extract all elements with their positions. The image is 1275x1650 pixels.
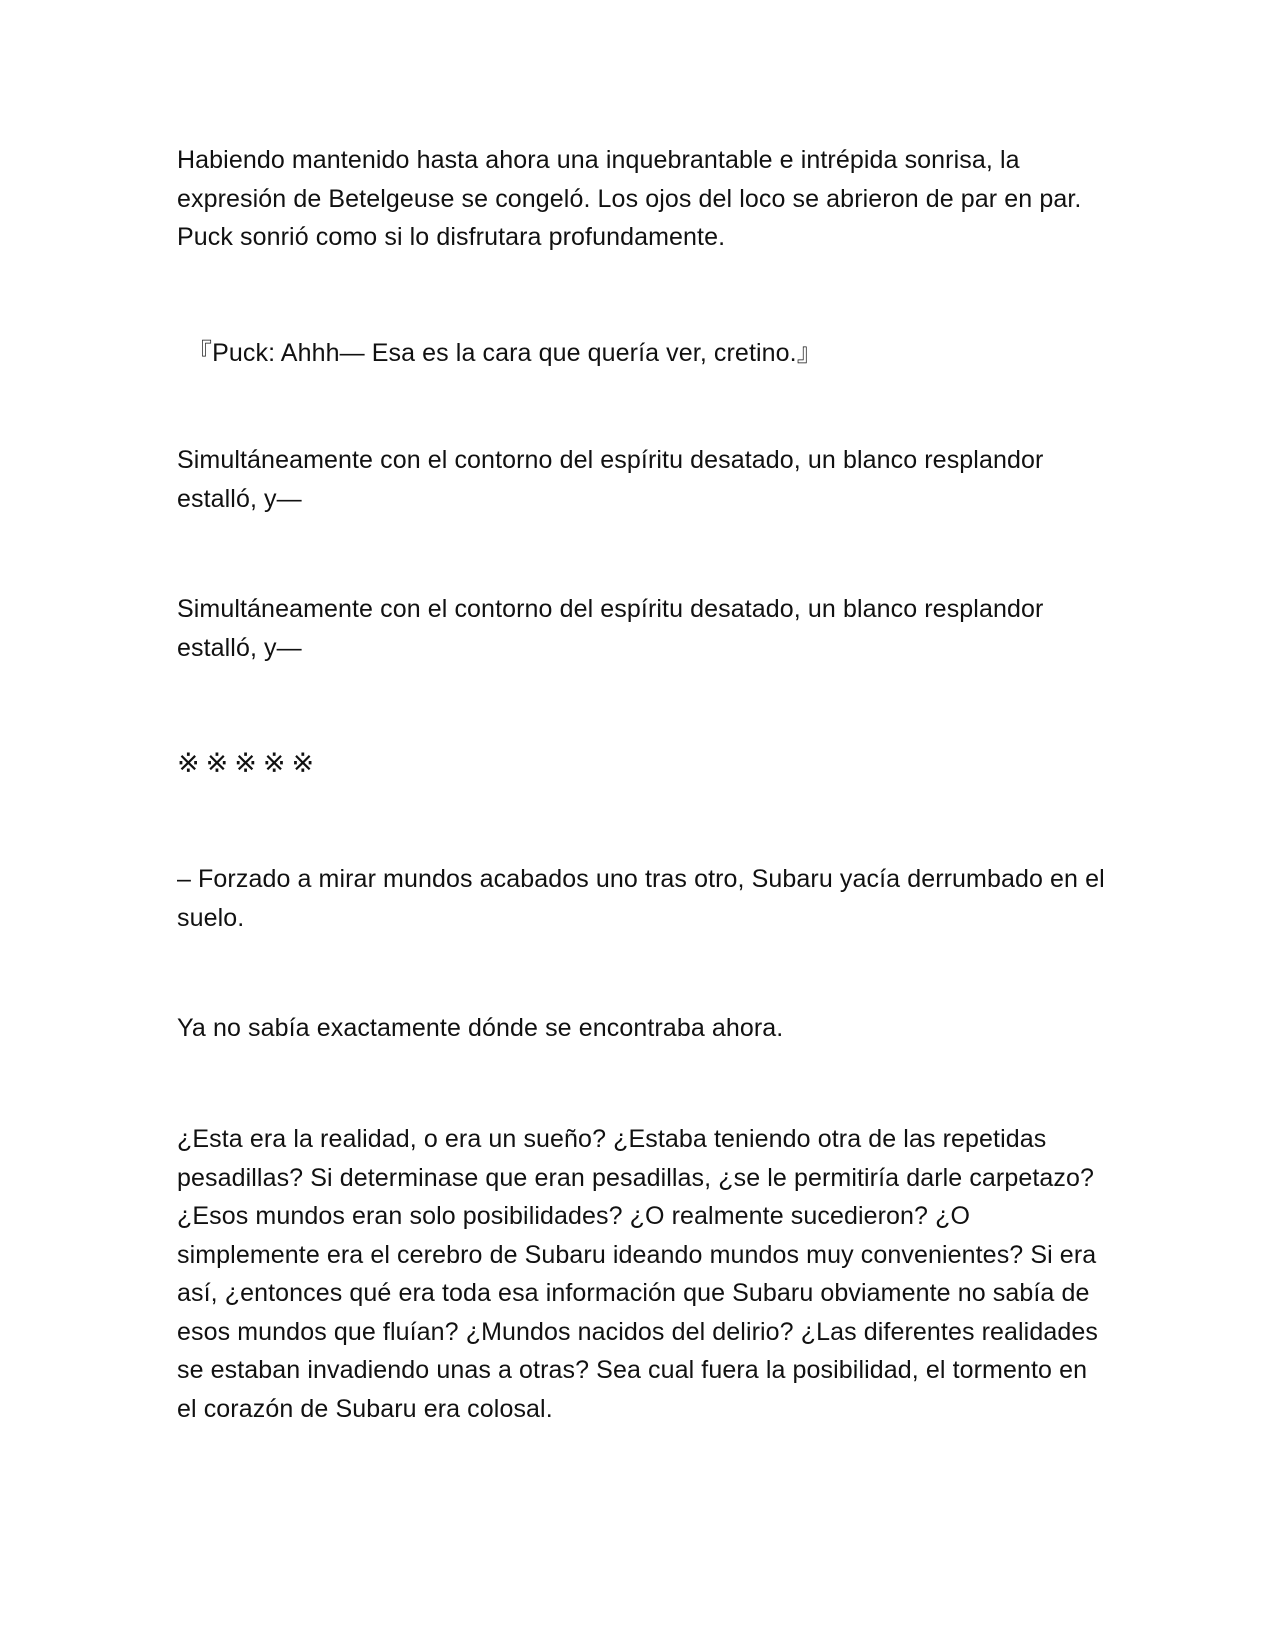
paragraph-subaru-collapsed: – Forzado a mirar mundos acabados uno tras otro, Subaru yacía derrumbado en el suelo. — [177, 865, 1105, 932]
dialogue-puck: 『Puck: Ahhh— Esa es la cara que quería ver, cretino.』 — [187, 339, 822, 367]
paragraph-white-glow-repeat: Simultáneamente con el contorno del espíritu desatado, un blanco resplandor estalló, y— — [177, 595, 1044, 662]
paragraph-white-glow: Simultáneamente con el contorno del espíritu desatado, un blanco resplandor estalló, y— — [177, 446, 1044, 513]
section-separator: ※※※※※ — [177, 748, 321, 778]
paragraph-betelgeuse-expression: Habiendo mantenido hasta ahora una inquebrantable e intrépida sonrisa, la expresión de Betelgeuse se congeló. Los ojos del loco se abrieron de par en par. Puck sonrió como si lo disfrutara profundamente. — [177, 146, 1082, 251]
paragraph-reality-questions: ¿Esta era la realidad, o era un sueño? ¿Estaba teniendo otra de las repetidas pesadillas? Si determinase que eran pesadillas, ¿se le permitiría darle carpetazo? ¿Esos mundos eran solo posibilidades? ¿O realmente sucedieron? ¿O simplemente era el cerebro de Subaru ideando mundos muy convenientes? Si era así, ¿entonces qué era toda esa información que Subaru obviamente no sabía de esos mundos que fluían? ¿Mundos nacidos del delirio? ¿Las diferentes realidades se estaban invadiendo unas a otras? Sea cual fuera la posibilidad, el tormento en el corazón de Subaru era colosal. — [177, 1125, 1098, 1423]
paragraph-location: Ya no sabía exactamente dónde se encontraba ahora. — [177, 1014, 784, 1042]
